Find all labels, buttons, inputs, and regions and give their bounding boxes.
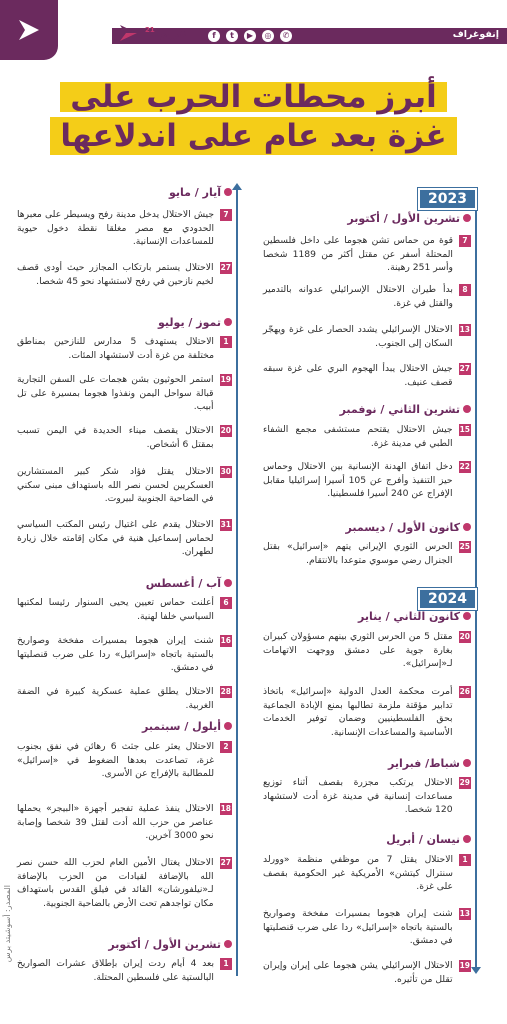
event-text: الاحتلال يقصف ميناء الحديدة في اليمن تسبب بمقتل 6 أشخاص.	[17, 425, 214, 450]
event-day: 25	[459, 542, 470, 551]
facebook-icon[interactable]: f	[208, 30, 220, 42]
infographic-tag: إنفوغراف	[452, 29, 499, 40]
youtube-icon[interactable]: ▶	[244, 30, 256, 42]
event-text: مقتل 5 من الحرس الثوري بينهم مسؤولان كبيران بغارة جوية على دمشق ووجهت الاتهامات لـ«إسرائيل».	[263, 631, 453, 670]
timeline-line-right	[475, 190, 477, 970]
event-item	[263, 685, 471, 739]
event-day: 27	[220, 263, 231, 272]
event-item	[17, 518, 232, 559]
month-title: كانون الأول / ديسمبر	[346, 521, 471, 534]
whatsapp-icon[interactable]: ✆	[280, 30, 292, 42]
event-item	[17, 424, 232, 451]
event-day: 15	[459, 425, 470, 434]
event-day: 8	[459, 284, 471, 296]
event-item	[263, 907, 471, 948]
event-item	[17, 208, 232, 249]
event-text: الاحتلال يطلق عملية عسكرية كبيرة في الضفة الغربية.	[17, 686, 214, 711]
month-title: تشرين الثاني / نوفمبر	[340, 403, 471, 416]
event-item	[263, 776, 471, 817]
event-day: 20	[220, 426, 231, 435]
event-text: دخل اتفاق الهدنة الإنسانية بين الاحتلال وحماس حيز التنفيذ وأفرج عن 105 أسيرا إسرائيليا مقابل الإفراج عن 240 أسيرا فلسطينيا.	[263, 461, 453, 500]
event-text: الاحتلال يرتكب مجزرة بقصف أثناء توزيع مساعدات إنسانية في مدينة غزة أدت لاستشهاد 120 شخصا.	[263, 777, 453, 816]
event-day: 1	[220, 958, 232, 970]
event-text: الاحتلال الإسرائيلي يشدد الحصار على غزة ويهجّر السكان إلى الجنوب.	[263, 324, 453, 349]
instagram-icon[interactable]: ◎	[262, 30, 274, 42]
event-item	[17, 802, 232, 843]
event-day: 26	[459, 687, 470, 696]
page-title-line2: غزة بعد عام على اندلاعها	[0, 117, 507, 155]
event-text: بدأ طيران الاحتلال الإسرائيلي عدوانه بالتدمير والقتل في غزة.	[263, 284, 453, 309]
event-item	[263, 460, 471, 501]
event-text: الحرس الثوري الإيراني يتهم «إسرائيل» بقتل الجنرال رضي موسوي متوعدا بالانتقام.	[263, 541, 453, 566]
event-text: الاحتلال الإسرائيلي يشن هجوما على إيران وإيران تقلل من تأثيره.	[263, 960, 453, 985]
event-item	[17, 740, 232, 781]
event-text: شنت إيران هجوما بمسيرات مفخخة وصواريخ بالستية باتجاه «إسرائيل» ردا على ضرب قنصليتها في دمشق.	[263, 908, 453, 947]
event-day: 1	[459, 854, 471, 866]
event-text: قوة من حماس تشن هجوما على داخل فلسطين المحتلة أسفر عن مقتل أكثر من 1189 شخصا وأسر 251 رهينة.	[263, 235, 453, 274]
month-title: كانون الثاني / يناير	[358, 610, 471, 623]
month-title: تشرين الأول / أكتوبر	[347, 212, 471, 225]
event-day: 27	[220, 858, 231, 867]
month-title: آيار / مايو	[169, 186, 232, 199]
event-day: 2	[220, 741, 232, 753]
event-day: 18	[220, 804, 231, 813]
event-day: 28	[220, 687, 231, 696]
event-item	[17, 957, 232, 984]
event-text: أمرت محكمة العدل الدولية «إسرائيل» باتخاذ تدابير مؤقتة ملزمة تطالبها بمنع الإبادة الجماعية بحق الفلسطينيين وضمان توفير الخدمات الأساسية والمساعدات الإنسانية.	[263, 686, 453, 738]
event-item	[263, 959, 471, 986]
event-item	[17, 465, 232, 506]
arabi21-logo-icon	[13, 14, 45, 46]
event-item	[263, 323, 471, 350]
month-title: تموز / يوليو	[158, 316, 232, 329]
arrow-up-icon	[232, 183, 242, 190]
event-text: جيش الاحتلال يقتحم مستشفى مجمع الشفاء الطبي في مدينة غزة.	[263, 424, 453, 449]
month-title: نيسان / أبريل	[386, 833, 471, 846]
event-text: استمر الحوثيون بشن هجمات على السفن التجارية قبالة سواحل اليمن ونفذوا هجوما بمسيرة على تل أبيب.	[17, 374, 214, 413]
month-title: أيلول / سبتمبر	[142, 720, 232, 733]
event-text: الاحتلال يستهدف 5 مدارس للنازحين بمناطق مختلفة من غزة أدت لاستشهاد المئات.	[17, 336, 214, 361]
event-day: 22	[459, 462, 470, 471]
month-title: تشرين الأول / أكتوبر	[108, 938, 232, 951]
event-item	[17, 685, 232, 712]
event-day: 19	[220, 375, 231, 384]
social-icons	[208, 30, 292, 42]
year-badge-2024: 2024	[418, 588, 477, 610]
timeline-line-left	[236, 186, 238, 976]
event-text: أعلنت حماس تعيين يحيى السنوار رئيسا لمكتبها السياسي خلفا لهنية.	[17, 597, 214, 622]
event-item	[17, 596, 232, 623]
event-text: جيش الاحتلال يبدأ الهجوم البري على غزة سبقه قصف عنيف.	[263, 363, 453, 388]
event-day: 20	[459, 632, 470, 641]
event-item	[263, 853, 471, 894]
event-text: الاحتلال يعثر على جثث 6 رهائن في نفق بجنوب غزة، تصاعدت بعدها الضغوط في «إسرائيل» للمطالبة بالإفراج عن الأسرى.	[17, 741, 214, 780]
event-day: 7	[220, 209, 232, 221]
event-item	[17, 856, 232, 910]
event-text: بعد 4 أيام ردت إيران بإطلاق عشرات الصواريخ البالستية على فلسطين المحتلة.	[17, 958, 215, 983]
corner-logo	[0, 0, 58, 60]
page-title-line1: أبرز محطات الحرب على	[0, 79, 507, 115]
source-credit: المصدر: أسوشيتد برس	[3, 885, 12, 963]
event-text: الاحتلال ينفذ عملية تفجير أجهزة «البيجر» يحملها عناصر من حزب الله أدت لقتل 39 شخصا وإصابة نحو 3000 آخرين.	[17, 803, 214, 842]
event-text: شنت إيران هجوما بمسيرات مفخخة وصواريخ بالستية باتجاه «إسرائيل» ردا على ضرب قنصليتها في دمشق.	[17, 635, 214, 674]
event-item	[17, 335, 232, 362]
event-day: 13	[459, 909, 470, 918]
event-text: الاحتلال يغتال الأمين العام لحزب الله حسن نصر الله بالإضافة لقيادات من الحزب بالإضافة لـ«نيلفورشان» القائد في فيلق القدس باستهداف مكان تواجدهم تحت الأرض بالضاحية الجنوبية.	[17, 857, 214, 909]
event-text: الاحتلال يقتل فؤاد شكر كبير المستشارين العسكريين لحسن نصر الله باستهداف مبنى سكني في الضاحية الجنوبية لبيروت.	[17, 466, 214, 505]
brand-mark-icon	[117, 21, 141, 45]
event-text: الاحتلال يقتل 7 من موظفي منظمة «وورلد سنترال كيتشن» الأمريكية غير الحكومية بقصف على غزة.	[263, 854, 453, 893]
event-day: 31	[220, 520, 231, 529]
event-day: 30	[220, 467, 231, 476]
brand[interactable]	[117, 18, 187, 48]
twitter-icon[interactable]: t	[226, 30, 238, 42]
year-badge-2023: 2023	[418, 188, 477, 210]
event-text: جيش الاحتلال يدخل مدينة رفح ويسيطر على معبرها الحدودي مع مصر مغلقا نقطة دخول حيوية للمساعدات الإنسانية.	[17, 209, 214, 248]
event-day: 13	[459, 325, 470, 334]
event-text: الاحتلال يستمر بارتكاب المجازر حيث أودى قصف لخيم نازحين في رفح لاستشهاد نحو 45 شخصا.	[17, 262, 214, 287]
left-column	[17, 184, 232, 1004]
event-day: 1	[220, 336, 232, 348]
event-day: 19	[459, 961, 470, 970]
event-item	[263, 283, 471, 310]
event-item	[263, 423, 471, 450]
event-item	[263, 362, 471, 389]
event-item	[263, 630, 471, 671]
event-day: 16	[220, 636, 231, 645]
month-title: آب / أغسطس	[146, 577, 232, 590]
event-day: 27	[459, 364, 470, 373]
brand-name: عربي$^{21}$	[145, 26, 188, 40]
event-day: 6	[220, 597, 232, 609]
event-item	[17, 261, 232, 288]
event-text: الاحتلال يقدم على اغتيال رئيس المكتب السياسي لحماس إسماعيل هنية في مكان إقامته خلال زيارة لطهران.	[17, 519, 214, 558]
month-title: شباط/ فبراير	[388, 757, 471, 770]
arrow-down-icon	[471, 967, 481, 974]
event-item	[263, 234, 471, 275]
event-item	[17, 373, 232, 414]
event-day: 29	[459, 778, 470, 787]
event-day: 7	[459, 235, 471, 247]
event-item	[263, 540, 471, 567]
event-item	[17, 634, 232, 675]
